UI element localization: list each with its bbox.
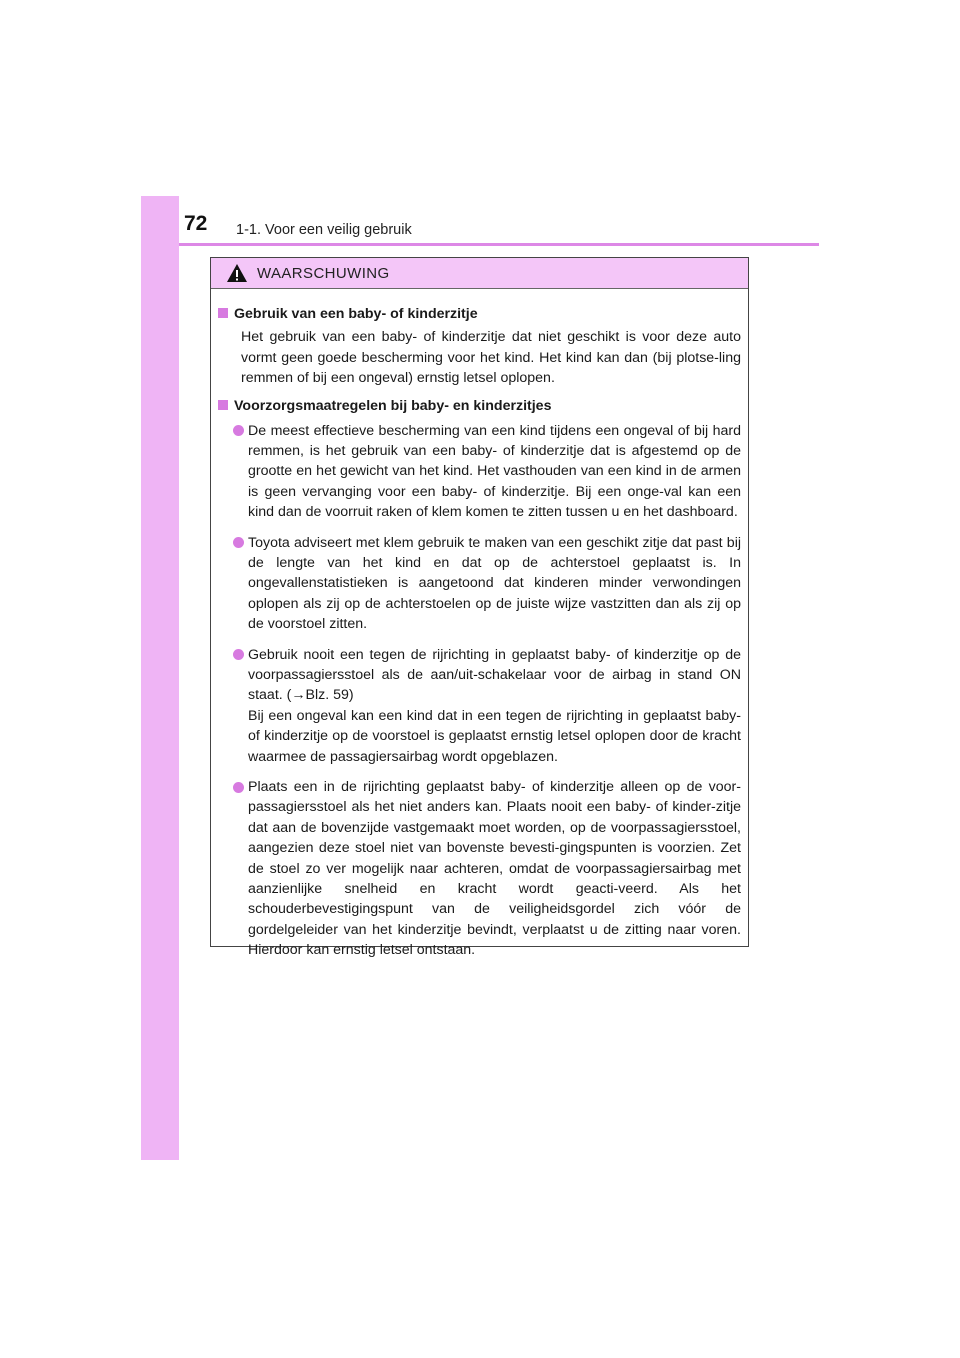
section-heading-text: Gebruik van een baby- of kinderzitje bbox=[234, 306, 478, 322]
page-number: 72 bbox=[184, 212, 208, 235]
list-item bbox=[218, 777, 741, 961]
warning-title: WAARSCHUWING bbox=[257, 264, 390, 282]
section-title: 1-1. Voor een veilig gebruik bbox=[236, 222, 412, 238]
section-paragraph: Het gebruik van een baby- of kinderzitje dat niet geschikt is voor deze auto vormt geen goede bescherming voor het kind. Het kind kan dan (bij plotse-ling remmen of bij een ongeval) ernstig letsel oplopen. bbox=[241, 329, 741, 386]
square-bullet-icon bbox=[218, 308, 228, 318]
list-item bbox=[218, 645, 741, 767]
round-bullet-icon bbox=[233, 425, 244, 436]
header-rule bbox=[179, 243, 819, 246]
list-item-text: De meest effectieve bescherming van een kind tijdens een ongeval of bij hard remmen, is het gebruik van een baby- of kinderzitje dat is afgestemd op de grootte en het gewicht van het kind. Het vasthouden van een kind in de armen is geen vervanging voor een baby- of kinderzitje. Bij een onge-val kan een kind dan de voorruit raken of klem komen te zitten tussen u en het dashboard. bbox=[248, 422, 741, 521]
bullet-list bbox=[218, 421, 741, 961]
round-bullet-icon bbox=[233, 537, 244, 548]
round-bullet-icon bbox=[233, 649, 244, 660]
warning-content bbox=[211, 289, 748, 961]
square-bullet-icon bbox=[218, 400, 228, 410]
section-heading bbox=[218, 305, 741, 324]
section-heading-text: Voorzorgsmaatregelen bij baby- en kinderzitjes bbox=[234, 397, 552, 414]
list-item-continuation: Bij een ongeval kan een kind dat in een tegen de rijrichting in geplaatst baby- of kinderzitje op de voorstoel is geplaatst ernstig letsel oplopen door de kracht waarmee de passagiersairbag wordt opgeblazen. bbox=[248, 707, 741, 765]
warning-box bbox=[210, 257, 749, 959]
warning-triangle-icon bbox=[226, 263, 248, 283]
side-tab-band bbox=[141, 196, 179, 1160]
section-heading bbox=[218, 397, 741, 416]
warning-header bbox=[211, 258, 748, 289]
round-bullet-icon bbox=[233, 782, 244, 793]
list-item-text: Plaats een in de rijrichting geplaatst baby- of kinderzitje alleen op de voor-passagiersstoel als het niet anders kan. Plaats nooit een baby- of kinder-zitje dat aan de bovenzijde vastgemaakt moet worden, op de voorpassagiersstoel, aangezien deze stoel niet van bovenste bevesti-gingspunten is voorzien. Zet de stoel zo ver mogelijk naar achteren, omdat de voorpassagiersairbag met aanzienlijke snelheid en kracht wordt geacti-veerd. Als het schouderbevestigingspunt van de veiligheidsgordel zich vóór de gordelgeleider van het kinderzitje bevindt, verplaatst u de zitting naar voren. Hierdoor kan ernstig letsel ontstaan. bbox=[248, 779, 741, 959]
list-item bbox=[218, 533, 741, 635]
list-item-text: Gebruik nooit een tegen de rijrichting in geplaatst baby- of kinderzitje op de voorpassagiersstoel als de aan/uit-schakelaar voor de airbag in stand ON staat. (→Blz. 59) bbox=[248, 646, 741, 704]
list-item-text: Toyota adviseert met klem gebruik te maken van een geschikt zitje dat past bij de lengte van het kind en dat op de achterstoel geplaatst is. In ongevallenstatistieken is aangetoond dat kinderen minder verwondingen oplopen als zij op de achterstoelen op de juiste wijze vastzitten dan als zij op de voorstoel zitten. bbox=[248, 534, 741, 633]
list-item bbox=[218, 421, 741, 523]
